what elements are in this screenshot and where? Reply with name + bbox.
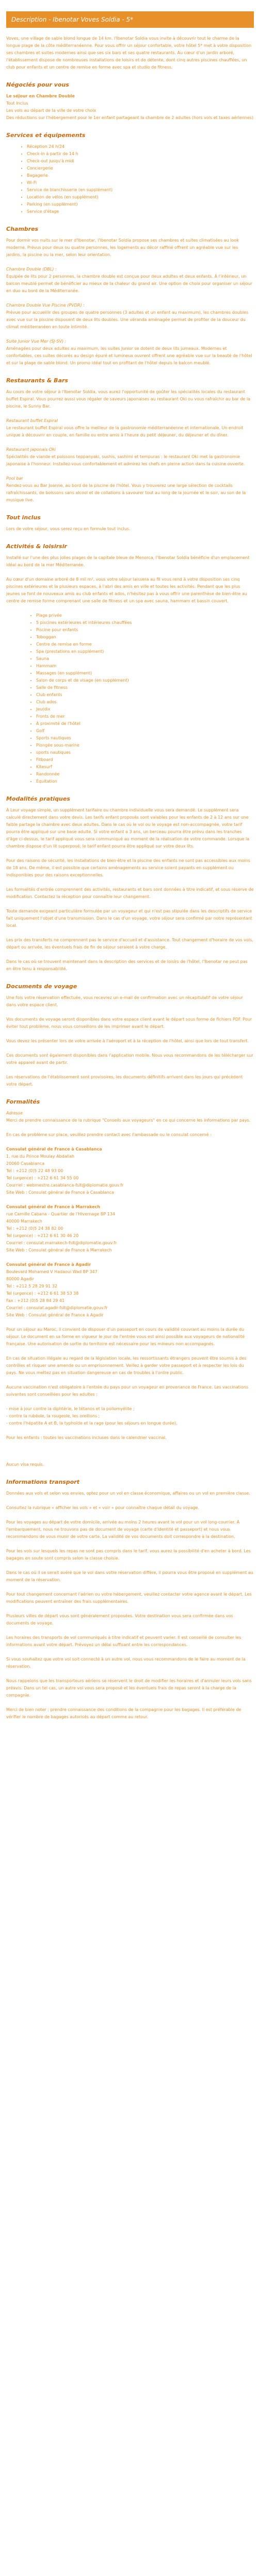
consulate-email-link[interactable]: Courriel : consulat.marrakech-fslt@diplomatie.gouv.fr [6,1241,117,1245]
paragraph: Merci de bien noter : prendre connaissance des conditions de la compagnie pour les bagages. Il est préférable de vérifier le nombre de bagages autorisés au départ comme au retour. [6,1707,241,1719]
paragraph: Pour tout changement concernant l'aérien ou votre hébergement, veuillez contacter votre agence avant le départ. Les modifications peuvent entraîner des frais supplémentaires. [6,1592,252,1604]
section-heading-transport: Informations transport [6,1479,79,1485]
list-item: • Salon de corps et de visage (en supplément) [36,677,254,684]
list-item: • Plongée sous-marine [36,742,254,749]
paragraph: Pour les vols sur lesquels les repas ne sont pas compris dans le tarif, vous aurez la possibilité d'en acheter à bord. Les bagages en soute sont compris selon la classe choisie. [6,1549,251,1561]
paragraph: Ces documents sont également disponibles dans l'application mobile. Nous vous recommandons de les télécharger sur votre appareil avant de partir. [6,1053,253,1065]
paragraph: Merci de prendre connaissance de la rubrique "Conseils aux voyageurs" en ce qui concerne les informations par pays. [6,1118,251,1123]
negocies-line: Le séjour en Chambre Double [6,94,75,98]
section-heading-chambres: Chambres [6,226,39,232]
paragraph: Pour dormir vos nuits sur le mer d'Ibenotar, l'Ibenotar Soldia propose ses chambres et suites climatisées au look moderne. Prévus pour deux ou quatre personnes, les logements au décor raffiné offrent un agréable vue sur les jardins, la piscine ou la mer, selon leur orientation. [6,238,239,257]
paragraph: Les réservations de l'établissement sont provisoires, les documents définitifs arrivent dans les jours qui précèdent votre départ. [6,1075,243,1087]
consulate-line: Tel (urgence) : +212 6 61 34 55 00 [6,1176,79,1180]
paragraph: Prévue pour accueillir des groupes de quatre personnes (3 adultes et un enfant au maximum), les chambres doubles avec vue sur la piscine disposent de deux lits doubles. Une véranda aménagée permet de profiter de la douceur du climat méditerranéen en toute intimité. [6,310,249,329]
list-item: • Randonnée [36,771,254,778]
list-item: • Club ados [36,699,254,706]
consulate-line: Fax : +212 (0)5 28 84 29 41 [6,1298,65,1303]
negocies-line: Tout Inclus [6,101,28,106]
spacer [6,1449,254,1461]
list-item: • Fitboard [36,756,254,764]
paragraph: Consultez la rubrique « afficher les vols » et « voir » pour connaître chaque détail du voyage. [6,1505,200,1510]
list-item: • Piscine pour enfants [36,626,254,634]
negocies-block [6,93,254,122]
equipment-list [6,612,254,785]
list-item: • Service de blanchisserie (en supplément) [27,187,254,194]
list-item: • Salle de fitness [36,684,254,691]
list-item: • Sports nautiques [36,735,254,742]
formalites-label: Adresse [6,1111,23,1115]
paragraph: Pour les voyages au départ de votre domicile, arrivée au moins 2 heures avant le vol pour un vol long-courrier. À l'embarquement, nous ne trouvons pas de document de voyage (carte d'identité et passeport) et nous vous recommandons de vous munir de votre carte. La validité de vos documents doit correspondre à la destination. [6,1520,240,1539]
list-item: • Golf [36,727,254,735]
paragraph: Au cœur d'un domaine arboré de 8 mil m², vous votre séjour laissera au fil vous rend à votre disposition ses cinq piscines extérieures et la plusieurs espaces, à l'abri des amis en ville et toutes les activités. Pendant que les plus jeunes se font de nouveaux amis au club enfants et ados, n'hésitez pas à vous offrir une parenthèse de bien-être au centre de remise forme comprenant une salle de fitness et un spa avec sauna, hammam et bassin couvert. [6,577,247,603]
list-item: • Hammam [36,663,254,670]
paragraph: À Leur voyage simple, un supplément tarifaire ou chambre individuelle vous sera demandé. Le supplément sera calculé directement dans votre devis. Les tarifs enfant proposés sont valables pour les enfants de 2 à 12 ans sur une faible partage la chambre avec deux adultes. Dans le cas où le vol ou le voyage est non-accompagnée, votre tarif pourra être appliqué sur une base adulte. Si votre enfant a 3 ans, un berceau pourra être prévu dans les tranches d'âge ci-dessus, le tarif appliqué vous sera communiqué au moment de la réalisation de votre commande. Lorsque la chambre dispose d'un lit superposé, le tarif enfant pourra être appliqué sur votre deux lits. [6,808,250,849]
consulate-line: Boulevard Mohamed V Hadaoui Wad BP 347 [6,1269,98,1274]
paragraph: Pour des raisons de sécurité, les installations de bien-être et la piscine des enfants ne sont pas accessibles aux moins de 18 ans. De même, il est possible que certains aménagements au service soient payants en supplément ou indisponibles pour des raisons exceptionnelles. [6,858,250,877]
paragraph: Aucune vaccination n'est obligatoire à l'entrée du pays pour un voyageur en provenance de France. Les vaccinations suivantes sont conseillées pour les adultes : [6,1385,249,1397]
section-heading-formalites: Formalités [6,1098,40,1105]
consulate-website-link[interactable]: Site Web : Consulat général de France à Casablanca [6,1190,114,1195]
consulate-line: Tel : +212 (0)5 24 38 82 00 [6,1226,63,1231]
negocies-line: Les vols au départ de la ville de votre choix [6,108,96,113]
consulate-website-link[interactable]: Site Web : Consulat général de France à Agadir [6,1313,104,1317]
consulate-line: 40000 Marrakech [6,1219,42,1224]
negocies-line: Des réductions sur l'hébergement pour le 1er enfant partageant la chambre de 2 adultes (hors vols et taxes aériennes) [6,115,254,120]
services-list [6,143,254,215]
paragraph: Les horaires des transports de vol communiqués à titre indicatif et peuvent varier. Il est conseillé de consulter les informations avant votre départ. Prévoyez un délai suffisant entre les correspondances. [6,1635,241,1647]
consulate-line: 80000 Agadir [6,1277,35,1281]
page [0,11,258,1721]
paragraph: Toute demande exigeant particulière formulée par un voyageur et qui n'est pas stipulée dans les descriptifs de service fait uniquement l'objet d'une transmission. Dans le cas d'un voyage, votre séjour sera confirmé par notre représentant local. [6,909,252,928]
consulate-contact [6,1146,254,1196]
paragraph: En cas de problème sur place, veuillez prendre contact avec l'ambassade ou le consulat concerné : [6,1132,212,1137]
list-item: • Location de vélos (en supplément) [27,194,254,201]
consulate-line: Tel (urgence) : +212 6 61 30 46 20 [6,1233,79,1238]
consulate-email-link[interactable]: Courriel : webmestre.casablanca-fslt@diplomatie.gouv.fr [6,1183,124,1188]
paragraph: Si vous souhaitez que votre vol soit connecté à un autre vol, nous vous recommandons de le faire au moment de la réservation. [6,1657,246,1669]
list-item: • Wi-Fi [27,179,254,187]
consulate-line: 20060 Casablanca [6,1161,45,1166]
list-item: • Toboggan [36,634,254,641]
restaurant-title: Restaurant japonais Oki [6,447,56,452]
consulate-website-link[interactable]: Site Web : Consulat général de France à Marrakech [6,1248,112,1252]
section-heading-services: Services et équipements [6,132,86,139]
list-item: • Fronts de mer [36,713,254,720]
list-item: • Bagagerie [27,172,254,179]
list-item: • Sauna [36,655,254,663]
paragraph: - mise à jour contre la diphtérie, le tétanos et la poliomyélite ; - contre la rubéole, la rougeole, les oreillons ; - contre l'hépatite A et B, la typhoïde et la rage (pour les séjours en longue durée). [6,1406,178,1426]
paragraph: Rendez-vous au Bar Joanne, au bord de la piscine de l'hôtel. Vous y trouverez une large sélection de cocktails rafraîchissants, de boissons sans alcool et de collations à savourer tout au long de la journée et le soir, au son de la musique live. [6,483,246,502]
paragraph: Une fois votre réservation effectuée, vous recevrez un e-mail de confirmation avec un récapitulatif de votre séjour dans votre espace client. [6,995,243,1007]
section-heading-activites: Activités & loisirsir [6,543,67,550]
paragraph: Spécialités de viande et poissons teppanyaki, sushis, sashimi et tempuras : le restaurant Oki met la gastronomie japonaise à l'honneur. Installez-vous confortablement et admirez les chefs en pleine action dans la cuisine ouverte. [6,454,245,466]
list-item: • Équitation [36,778,254,785]
paragraph: Les prix des transferts ne comprennent pas le service d'accueil et d'assistance. Tout changement d'horaire de vos vols, départ ou arrivée, les éventuels frais de fin de séjour seraient à votre charge. [6,938,253,950]
list-item: • Réception 24 h/24 [27,143,254,150]
paragraph: Au cours de votre séjour à l'Ibenotar Soldia, vous aurez l'opportunité de goûter les spécialités locales du restaurant buffet Espiral. Vous pourrez aussi vous régaler de saveurs japonaises au restaurant Oki ou vous rafraîchir au bar de la piscine, le Sunny Bar. [6,389,251,409]
consulate-email-link[interactable]: Courriel : consulat.agadir-fslt@diplomatie.gouv.fr [6,1306,108,1310]
section-heading-negocies: Négociés pour vous [6,81,69,88]
consulate-name: Consulat général de France à Agadir [6,1262,91,1267]
list-item: • Conciergerie [27,165,254,172]
consulate-line: Tel : +212 5 28 29 91 32 [6,1284,57,1289]
consulate-line: Tel (urgence) : +212 6 61 38 53 38 [6,1291,79,1296]
list-item: • Club enfants [36,691,254,699]
consulate-contact [6,1204,254,1254]
list-item: • sports nautiques [36,749,254,756]
page-title: Description - Ibenotar Voves Soldia - 5* [6,11,254,28]
list-item: • Spa (prestations en supplément) [36,648,254,655]
consulate-contact [6,1261,254,1319]
paragraph: Les formalités d'entrée comprennent des activités, restaurants et bars sont données à titre indicatif, et sous réserve de modification. Contactez la réception pour connaître leur changement. [6,887,254,899]
restaurant-title: Pool bar [6,476,23,481]
restaurant-title: Restaurant buffet Espiral [6,418,58,423]
list-item: • Service d'étage [27,208,254,215]
list-item: • Centre de remise en forme [36,641,254,648]
intro-text: Voves, une village de sable blond longue de 14 km. l'Ibenotar Soldia vous invite à découvrir tout le charme de la longue plage de la côte méditerranéenne. Pour vous offrir un séjour confortable, votre hôtel 5* met à votre disposition ses chambres et suites modernes ainsi que ses six bars et ses quatre restaurants. Au cœur d'un jardin arboré, l'établissement dispose de nombreuses installations de loisirs et de détente, dont cinq autres piscines chauffées, un club pour enfants et un centre de remise en forme avec spa et studio de fitness. [6,36,252,70]
paragraph: Aménagées pour deux adultes au maximum, les suites Junior se dotent de deux lits jumeaux. Modernes et confortables, ces suites décorés au design épuré et lumineux ouvrent offrent une agréable vue sur la beauté de l'hôtel et sur la plage de sable blond. Un promo idéal tout en profitant de l'hôtel depuis le balcon meublé. [6,346,252,365]
consulate-line: 1, rue du Prince Moulay Abdallah [6,1154,75,1159]
paragraph: Dans le cas où il se serait avéré que le vol dans votre réservation diffère, il pourra vous être proposé en supplément au moment de la réservation. [6,1570,253,1582]
section-heading-modalites: Modalités pratiques [6,795,70,802]
paragraph: Plusieurs villes de départ vous sont généralement proposées. Votre destination vous sera confirmée dans vos documents de voyage. [6,1614,233,1625]
paragraph: Nous rappelons que les transporteurs aériens se réservent le droit de modifier les horaires et d'annuler leurs vols sans préavis. Dans un tel cas, un autre vol vous sera proposé et les éventuels frais de repas seront à la charge de la compagnie. [6,1679,252,1698]
paragraph: Équipée de lits pour 2 personnes, la chambre double est conçue pour deux adultes et deux enfants. À l'intérieur, un balcon meublé permet de bénéficier au mieux de la chaleur du grand air. Une option de choix pour organiser un séjour en duo au bord de la Méditerranée. [6,274,252,293]
consulate-line: Tel : +212 (0)5 22 48 93 00 [6,1168,63,1173]
room-title: Chambre Double Vue Piscine (PVDR) : [6,303,85,308]
list-item: • Parking (en supplément) [27,201,254,208]
paragraph: Le restaurant buffet Espiral vous offre la meilleur de la gastronomie méditerranéenne et internationale. Un endroit unique à découvrir en couple, en famille ou entre amis à l'heure du petit déjeuner, du déjeuner et du dîner. [6,426,244,437]
paragraph: Lors de votre séjour, vous serez reçu en formule tout inclus. [6,527,131,531]
consulate-name: Consulat général de France à Casablanca [6,1147,102,1151]
paragraph: Données aux vols et selon vos envies, optez pour un vol en classe économique, affaires ou un vol en première classe. [6,1491,250,1496]
list-item: • À proximité de l'hôtel [36,720,254,727]
paragraph: Installé sur l'une des plus jolies plages de la capitale bleue de Menorca, l'Ibenotar Soldia bénéficie d'un emplacement idéal au bord de la mer Méditerranée. [6,555,250,567]
room-title: Suite Junior Vue Mer (SJ-SV) : [6,339,67,344]
section-heading-restaurants: Restaurants & Bars [6,377,68,384]
room-title: Chambre Double (DBL) : [6,267,57,272]
list-item: • Check-in à partir de 14 h [27,150,254,158]
list-item: • Massages (en supplément) [36,670,254,677]
paragraph: Pour les enfants : toutes les vaccinations incluses dans le calendrier vaccinal. [6,1435,167,1440]
section-heading-documents: Documents de voyage [6,983,77,990]
list-item: • Jeu(dix [36,706,254,713]
consulate-name: Consulat général de France à Marrakech [6,1205,101,1209]
paragraph: Pour un séjour au Maroc, il convient de disposer d'un passeport en cours de validité couvrant au moins la durée du séjour. Le document en sa forme en vigueur le jour de l'entrée vous est ainsi possible aux voyageurs de nationalité française. Une autorisation de sortie du territoire est nécessaire pour les mineurs non accompagnés. [6,1327,245,1346]
section-heading-tout-inclus: Tout inclus [6,514,41,521]
list-item: • Kitesurf [36,764,254,771]
list-item: • Plage privée [36,612,254,619]
consulate-line: rue Camille Cabana - Quartier de l'Hivernage BP 134 [6,1212,115,1216]
paragraph: En cas de situation illégale au regard de la législation locale, les ressortissants étrangers peuvent être soumis à des contrôles et risquer une amende ou un emprisonnement. Veillez à garder votre passeport et à respecter les lois du pays. Ne vous mettez pas en situation dangereuse en cas de troubles à l'ordre public. [6,1356,247,1375]
paragraph: Vous devez les présenter lors de votre arrivée à l'aéroport et à la réception de l'hôtel, ainsi que lors de tout transfert. [6,1039,249,1043]
list-item: • Check-out jusqu'à midi [27,158,254,165]
paragraph: Vos documents de voyage seront disponibles dans votre espace client avant le départ sous forme de fichiers PDF. Pour éviter tout problème, nous vous conseillons de les imprimer avant le départ. [6,1017,252,1029]
paragraph: Dans le cas où se trouvent maintenant dans la description des services et de loisirs de l'hôtel, l'Ibenotar ne peut pas en être tenu à responsabilité. [6,959,248,971]
paragraph: Aucun visa requis. [6,1462,44,1467]
list-item: • 5 piscines extérieures et intérieures chauffées [36,619,254,626]
